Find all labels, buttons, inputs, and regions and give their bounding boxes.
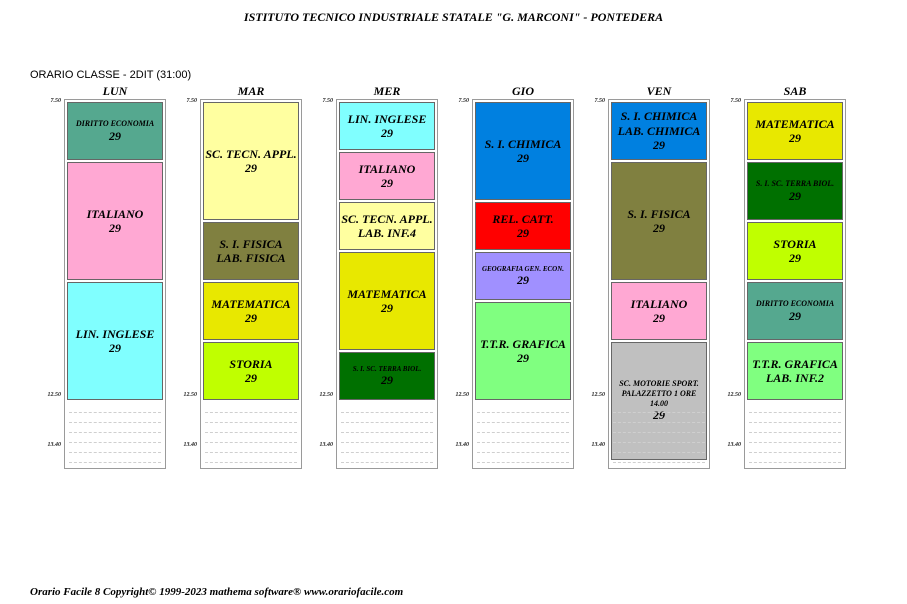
- lesson-room: 29: [245, 161, 257, 175]
- lesson-subject: LIN. INGLESE: [347, 111, 427, 126]
- time-label: 12.50: [183, 392, 197, 398]
- empty-slot-line: [749, 422, 841, 423]
- lesson-subject: GEOGRAFIA GEN. ECON.: [481, 264, 565, 273]
- time-label: 12.50: [47, 392, 61, 398]
- lesson-block-sc-tecn-appl[interactable]: [203, 102, 299, 220]
- lesson-subject: MATEMATICA: [211, 296, 291, 311]
- lesson-subject: T.T.R. GRAFICA: [480, 336, 566, 351]
- lesson-block-diritto-economia[interactable]: [747, 282, 843, 340]
- lesson-block-diritto-economia[interactable]: [67, 102, 163, 160]
- lesson-room: 29: [381, 373, 393, 387]
- class-label: ORARIO CLASSE - 2DIT (31:00): [30, 69, 192, 81]
- lesson-block-s-i-chimica-lab-chimica[interactable]: [611, 102, 707, 160]
- lesson-room: 29: [109, 341, 121, 355]
- day-frame: [200, 99, 302, 469]
- empty-slot-line: [69, 462, 161, 463]
- lesson-subject: T.T.R. GRAFICA LAB. INF.2: [752, 356, 838, 385]
- lesson-room: 29: [517, 226, 529, 240]
- time-label: 7.50: [186, 98, 197, 104]
- empty-slot-line: [613, 462, 705, 463]
- lesson-block-matematica[interactable]: [339, 252, 435, 350]
- empty-slot-line: [477, 462, 569, 463]
- lesson-block-italiano[interactable]: [611, 282, 707, 340]
- empty-slot-line: [341, 452, 433, 453]
- lesson-block-lin-inglese[interactable]: [67, 282, 163, 400]
- empty-slot-line: [205, 432, 297, 433]
- empty-slot-line: [69, 422, 161, 423]
- time-label: 13.40: [183, 442, 197, 448]
- lesson-subject: STORIA: [773, 236, 817, 251]
- lesson-block-lin-inglese[interactable]: [339, 102, 435, 150]
- empty-slot-line: [613, 452, 705, 453]
- lesson-subject: SC. MOTORIE SPORT. PALAZZETTO 1 ORE 14.00: [619, 379, 699, 408]
- empty-slot-line: [749, 452, 841, 453]
- day-column-sab: [744, 84, 846, 469]
- time-label: 13.40: [47, 442, 61, 448]
- empty-slot-line: [613, 412, 705, 413]
- day-header: MER: [373, 84, 401, 98]
- empty-slot-line: [341, 422, 433, 423]
- lesson-block-italiano[interactable]: [67, 162, 163, 280]
- empty-slot-line: [477, 432, 569, 433]
- lesson-block-storia[interactable]: [203, 342, 299, 400]
- day-column-mar: [200, 84, 302, 469]
- lesson-subject: SC. TECN. APPL. LAB. INF.4: [341, 211, 433, 240]
- day-header: VEN: [646, 84, 672, 98]
- time-label: 7.50: [730, 98, 741, 104]
- lesson-subject: SC. TECN. APPL.: [205, 146, 297, 161]
- lesson-subject: S. I. FISICA: [627, 206, 691, 221]
- school-title: ISTITUTO TECNICO INDUSTRIALE STATALE "G. MARCONI" - PONTEDERA: [243, 10, 664, 24]
- empty-slot-line: [477, 442, 569, 443]
- lesson-subject: S. I. CHIMICA LAB. CHIMICA: [617, 109, 701, 138]
- lesson-room: 29: [517, 151, 529, 165]
- time-label: 13.40: [727, 442, 741, 448]
- lesson-room: 29: [245, 371, 257, 385]
- day-frame: [608, 99, 710, 469]
- day-header: GIO: [511, 84, 534, 98]
- lesson-subject: STORIA: [229, 356, 273, 371]
- empty-slot-line: [613, 432, 705, 433]
- lesson-block-s-i-chimica[interactable]: [475, 102, 571, 200]
- empty-slot-line: [205, 462, 297, 463]
- empty-slot-line: [477, 412, 569, 413]
- lesson-room: 29: [381, 301, 393, 315]
- empty-slot-line: [613, 442, 705, 443]
- lesson-room: 29: [653, 138, 665, 153]
- day-header: SAB: [783, 84, 807, 98]
- empty-slot-line: [749, 442, 841, 443]
- lesson-subject: ITALIANO: [358, 161, 416, 176]
- lesson-room: 29: [789, 308, 801, 323]
- lesson-block-storia[interactable]: [747, 222, 843, 280]
- empty-slot-line: [69, 442, 161, 443]
- empty-slot-line: [205, 412, 297, 413]
- empty-slot-line: [749, 432, 841, 433]
- lesson-block-rel-catt[interactable]: [475, 202, 571, 250]
- time-label: 13.40: [319, 442, 333, 448]
- lesson-subject: DIRITTO ECONOMIA: [755, 299, 835, 308]
- time-label: 7.50: [594, 98, 605, 104]
- lesson-room: 29: [789, 131, 801, 145]
- empty-slot-line: [205, 422, 297, 423]
- empty-slot-line: [341, 462, 433, 463]
- day-frame: [472, 99, 574, 469]
- lesson-room: 29: [109, 128, 121, 143]
- day-frame: [744, 99, 846, 469]
- lesson-room: 29: [109, 221, 121, 235]
- lesson-subject: MATEMATICA: [755, 116, 835, 131]
- time-label: 12.50: [727, 392, 741, 398]
- empty-slot-line: [69, 432, 161, 433]
- lesson-room: 29: [653, 408, 665, 423]
- day-frame: [336, 99, 438, 469]
- empty-slot-line: [477, 422, 569, 423]
- lesson-subject: S. I. FISICA LAB. FISICA: [216, 236, 286, 265]
- empty-slot-line: [341, 432, 433, 433]
- lesson-block-t-t-r-grafica[interactable]: [475, 302, 571, 400]
- lesson-block-matematica[interactable]: [203, 282, 299, 340]
- time-label: 13.40: [591, 442, 605, 448]
- day-header: MAR: [237, 84, 265, 98]
- lesson-block-s-i-fisica-lab-fisica[interactable]: [203, 222, 299, 280]
- time-label: 12.50: [319, 392, 333, 398]
- empty-slot-line: [69, 412, 161, 413]
- lesson-subject: S. I. SC. TERRA BIOL.: [352, 364, 422, 373]
- day-column-mer: [336, 84, 438, 469]
- lesson-subject: LIN. INGLESE: [75, 326, 155, 341]
- time-label: 12.50: [591, 392, 605, 398]
- lesson-room: 29: [517, 351, 529, 365]
- day-column-ven: [608, 84, 710, 469]
- time-label: 12.50: [455, 392, 469, 398]
- lesson-subject: ITALIANO: [630, 296, 688, 311]
- lesson-subject: REL. CATT.: [492, 211, 554, 226]
- empty-slot-line: [69, 452, 161, 453]
- lesson-subject: ITALIANO: [86, 206, 144, 221]
- lesson-room: 29: [381, 126, 393, 140]
- empty-slot-line: [205, 442, 297, 443]
- empty-slot-line: [749, 412, 841, 413]
- lesson-block-t-t-r-grafica-lab-inf-2[interactable]: [747, 342, 843, 400]
- footer-copyright: Orario Facile 8 Copyright© 1999-2023 mathema software® www.orariofacile.com: [30, 586, 404, 598]
- time-label: 7.50: [458, 98, 469, 104]
- lesson-block-s-i-sc-terra-biol[interactable]: [747, 162, 843, 220]
- lesson-room: 29: [653, 221, 665, 235]
- lesson-room: 29: [245, 311, 257, 325]
- empty-slot-line: [341, 442, 433, 443]
- lesson-room: 29: [653, 311, 665, 325]
- lesson-block-italiano[interactable]: [339, 152, 435, 200]
- lesson-block-geografia-gen-econ[interactable]: [475, 252, 571, 300]
- lesson-block-s-i-fisica[interactable]: [611, 162, 707, 280]
- time-label: 7.50: [322, 98, 333, 104]
- day-column-gio: [472, 84, 574, 469]
- day-column-lun: [64, 84, 166, 469]
- lesson-room: 29: [517, 273, 529, 287]
- time-label: 13.40: [455, 442, 469, 448]
- day-frame: [64, 99, 166, 469]
- lesson-subject: MATEMATICA: [347, 286, 427, 301]
- empty-slot-line: [341, 412, 433, 413]
- empty-slot-line: [205, 452, 297, 453]
- lesson-room: 29: [789, 188, 801, 203]
- lesson-room: 29: [789, 251, 801, 265]
- lesson-room: 29: [381, 176, 393, 190]
- lesson-block-sc-tecn-appl-lab-inf-4[interactable]: [339, 202, 435, 250]
- empty-slot-line: [477, 452, 569, 453]
- time-label: 7.50: [50, 98, 61, 104]
- day-header: LUN: [102, 84, 128, 98]
- lesson-subject: DIRITTO ECONOMIA: [75, 119, 155, 128]
- lesson-block-s-i-sc-terra-biol[interactable]: [339, 352, 435, 400]
- empty-slot-line: [749, 462, 841, 463]
- empty-slot-line: [613, 422, 705, 423]
- lesson-subject: S. I. SC. TERRA BIOL.: [755, 179, 835, 188]
- lesson-subject: S. I. CHIMICA: [484, 136, 562, 151]
- lesson-block-matematica[interactable]: [747, 102, 843, 160]
